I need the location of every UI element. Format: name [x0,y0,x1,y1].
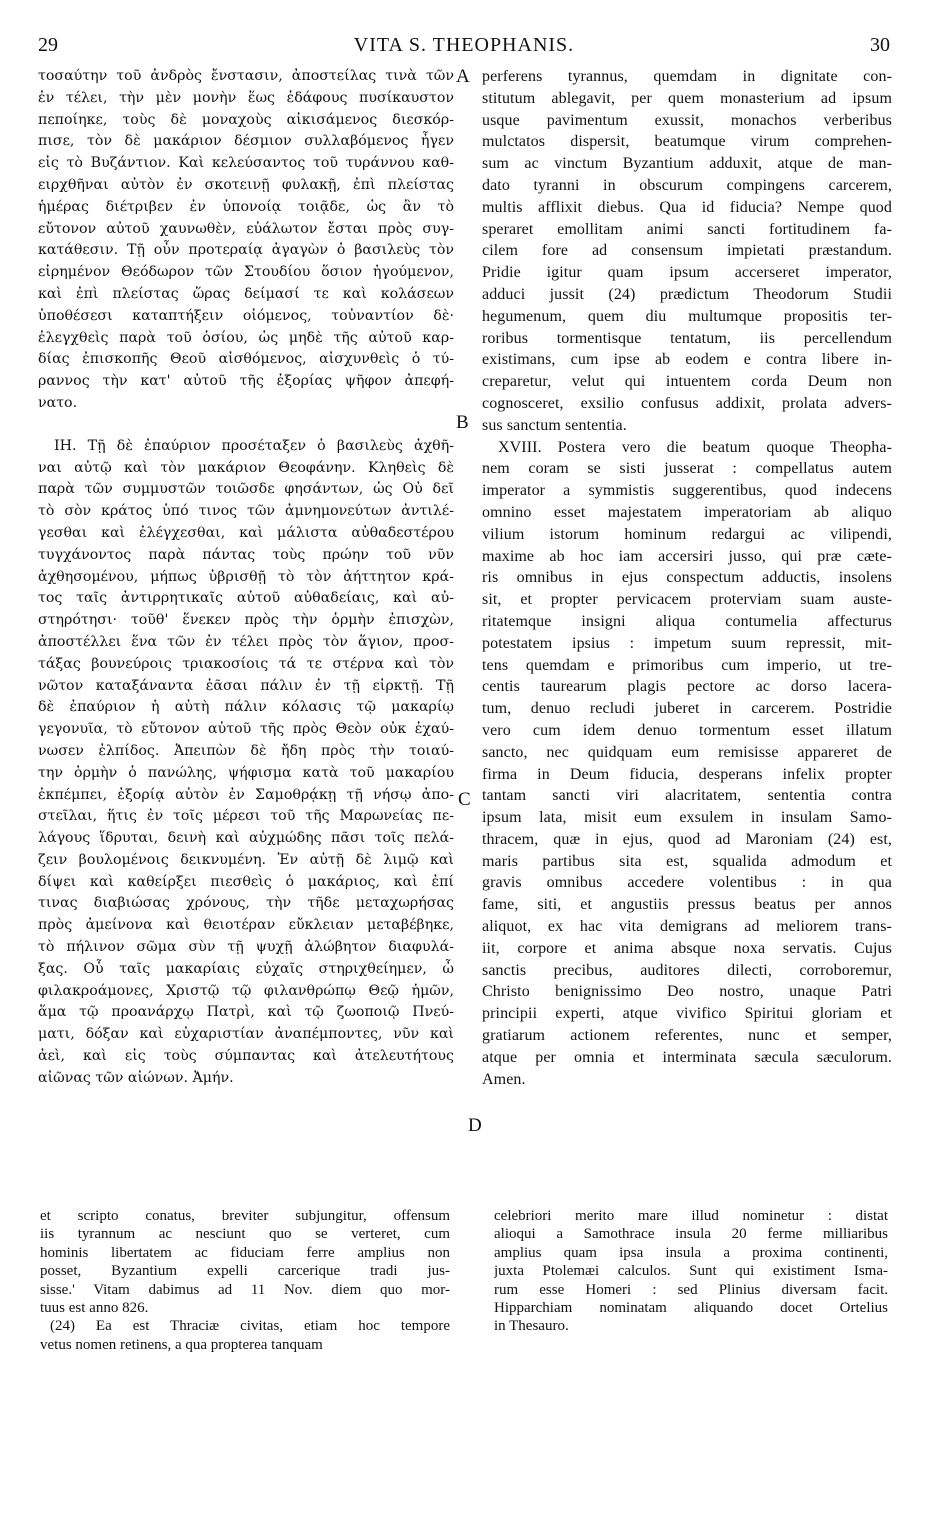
text-line: tum, denuo recludi juberet in carcerem. Postridie [482,700,892,718]
text-line: imperator a symmistis suggerentibus, quod indecens [482,482,892,500]
text-line: rum esse Homeri : sed Plinius diversam facit. [494,1281,888,1298]
text-line: maxime ab hoc iam accersiri jusso, qui præ cæte- [482,547,892,565]
text-line: nem coram se sisti jusserat : compellatus autem [482,460,892,478]
text-line: ris omnibus in ejus conspectum adductis, insolens [482,569,892,587]
text-line: iit, corpore et anima absque noxa servatis. Cujus [482,939,892,957]
text-line: tens quemdam e primoribus cum imperio, ut tre- [482,656,892,674]
text-line: εἰρημένον Θεόδωρον τῶν Στουδίου ὅσιον ἡγούμενον, [38,264,454,281]
text-line: ξας. Οὗ ταῖς μακαρίαις εὐχαῖς στηριχθείημεν, ὦ [38,960,454,977]
text-line: gravis omnibus accedere volentibus : in qua [482,874,892,892]
text-line: τάξας βουνεύροις τριακοσίοις τά τε στέρνα καὶ τὸν [38,655,454,672]
text-line: adduci jussit (24) prædictum Theodorum Studii [482,285,892,303]
section-marker-c: C [458,789,471,810]
text-line: νατο. [38,394,78,411]
text-line: sum ac vinctum Byzantium adduxit, atque de man- [482,155,892,173]
text-line: alioqui a Samothrace insula 20 ferme milliaribus [494,1226,888,1243]
text-line: τος ταῖς ἀντιρρητικαῖς αὐτοῦ αὐθαδείαις, καὶ αὐ- [38,590,454,607]
text-line: ipsum lata, misit eum exsulem in insulam Samo- [482,809,892,827]
text-line: δίας ἐπισκοπῆς Θεοῦ αἰσθόμενος, αἰσχυνθεὶς ὁ τύ- [38,351,454,368]
greek-text-column [38,66,454,1090]
text-line: ἐν τέλει, τὴν μὲν μονὴν ἕως ἐδάφους πυσίκαυστον [38,89,454,106]
text-line: vero cum idem denuo tormentum esset illatum [482,721,892,739]
text-line: omnino esset majestatem imperatoriam ab aliquo [482,503,892,521]
text-line: τινας διαβιώσας χρόνους, τὴν τῆδε μεταχωρήσας [38,895,454,912]
paragraph-gap [38,415,454,436]
text-line: gratiarum actionem referentes, nunc et semper, [482,1027,892,1045]
text-line: sus sanctum sententia. [482,416,627,434]
text-line: posset, Byzantium expelli carcerique tradi jus- [40,1263,450,1280]
text-line: centis taurearum plagis pectore ac dorso lacera- [482,678,892,696]
text-line: νῶτον καταξάναντα ἐᾶσαι πάλιν ἐν τῇ εἱρκτῇ. Τῇ [38,677,454,694]
text-line: celebriori merito mare illud nominetur : distat [494,1208,888,1224]
text-line: cognosceret, exsilio confusus addixit, prolata advers- [482,394,892,412]
text-line: δὲ ἐπαύριον ἡ αὐτὴ πάλιν κόλασις τῷ μακαρίῳ [38,699,454,716]
text-line: παρὰ τῶν συμμυστῶν τοιῶσδε φησάντων, ὡς Οὐ δεῖ [38,481,454,498]
text-line: ἀχθησομένου, μήπως ὑβρισθῇ τὸ τὸν ἀήττητον κρά- [38,568,454,585]
text-line: sanctis precibus, auditores dilecti, corroboremur, [482,961,892,979]
text-line: ματι, δόξαν καὶ εὐχαριστίαν ἀναπέμποντες, νῦν καὶ [38,1026,454,1043]
text-line: hegumenum, quem diu multumque propositis ter- [482,307,892,325]
text-line: ναι αὐτῷ καὶ τὸν μακάριον Θεοφάνην. Κληθεὶς δὲ [38,459,454,476]
text-line: firma in Deum fiducia, desperans infelix propter [482,765,892,783]
running-title: VITA S. THEOPHANIS. [353,34,575,56]
text-line: Pridie igitur quam ipsum accerseret imperator, [482,264,892,282]
text-line: στεῖλαι, ἥτις ἐν τοῖς μέρεσι τοῦ τῆς Μαρωνείας πε- [38,808,454,825]
text-line: fame, siti, et angustiis pressus beatus per annos [482,896,892,914]
latin-paragraph [482,437,892,1091]
footnotes-right [494,1207,888,1336]
text-line: multis afflixit diebus. Qua id fiducia? Nempe quod [482,198,892,216]
text-line: speraret emollitam animi sancti fortitudinem fa- [482,220,892,238]
text-line: νωσεν ἐλπίδος. Ἀπειπὼν δὲ ἤδη πρὸς τὴν τοιαύ- [38,742,454,759]
text-line: τοσαύτην τοῦ ἀνδρὸς ἔνστασιν, ἀποστείλας τινὰ τῶν [38,68,454,84]
text-line: in Thesauro. [494,1318,569,1335]
text-line: δίψει καὶ καθείρξει πιεσθεὶς ὁ μακάριος, καὶ ἐπί [38,873,454,890]
text-line: γεσθαι καὶ ἐλέγχεσθαι, καὶ μάλιστα αὐθαδεστέρου [38,524,454,541]
text-line: Amen. [482,1070,526,1088]
text-line: εἰς τὸ Βυζάντιον. Καὶ κελεύσαντος τοῦ τυράννου καθ- [38,155,454,172]
section-marker-b: B [456,412,469,433]
text-line: roribus tormentisque tentatum, iis percellendum [482,329,892,347]
text-line: maris partibus sita est, squalida admodum et [482,852,892,870]
page-number-left: 29 [38,34,58,56]
text-line: την ὁρμὴν ὁ πανώλης, ψήφισμα κατὰ τοῦ μακαρίου [38,764,454,781]
running-header [38,34,890,58]
text-line: amplius quam ipsa insula a proxima continenti, [494,1244,888,1261]
text-line: et scripto conatus, breviter subjungitur, offensum [40,1208,450,1224]
text-line: (24) Ea est Thraciæ civitas, etiam hoc tempore [50,1318,450,1335]
text-line: ἀεὶ, καὶ εἰς τοὺς σύμπαντας καὶ ἀτελευτήτους [38,1048,454,1065]
text-line: ὑποθέσεσι καταπτήξειν οἰόμενος, τοὐναντίον δὲ· [38,307,454,324]
text-line: mulctatos dispersit, beatumque virum comprehen- [482,133,892,151]
text-line: tantam sancti viri alacritatem, sententia contra [482,787,892,805]
text-line: Christo benignissimo Deo nostro, unaque Patri [482,983,892,1001]
text-line: vetus nomen retinens, a qua propterea tanquam [40,1336,323,1353]
text-line: dato tyranni in obscurum compingens carcerem, [482,176,892,194]
section-marker-a: A [456,66,470,87]
text-line: καὶ ἐπὶ πλείστας ὥρας δείμασί τε καὶ κολάσεων [38,285,454,302]
text-line: ΙΗ. Τῇ δὲ ἐπαύριον προσέταξεν ὁ βασιλεὺς ἀχθῆ- [54,437,454,454]
text-line: creparetur, velut qui intuentem corda Deum non [482,373,892,391]
text-line: sancto, nec quidquam eum remisisse appareret de [482,743,892,761]
text-line: ἐλεγχθεὶς παρὰ τοῦ ὁσίου, ὡς μηδὲ τῆς αὐτοῦ καρ- [38,329,454,346]
text-line: Hipparchiam nominatam aliquando docet Ortelius [494,1300,888,1317]
text-line: sisse.' Vitam dabimus ad 11 Nov. diem quo mor- [40,1281,450,1298]
text-line: κατάθεσιν. Τῇ οὖν προτεραίᾳ ἀγαγὼν ὁ βασιλεὺς τὸν [38,242,454,259]
latin-text-column [482,66,892,1090]
footnotes-left [40,1207,450,1354]
text-line: ἐκπέμπει, ἐξορίᾳ αὐτὸν ἐν Σαμοθρᾴκῃ τῇ νήσῳ ἀπο- [38,786,454,803]
text-line: hominis libertatem ac fiduciam ferre amplius non [40,1244,450,1261]
text-line: πεποίηκε, τοὺς δὲ μοναχοὺς αἰκισάμενος διεσκόρ- [38,111,454,128]
text-line: usque pavimentum exussit, monachos verberibus [482,111,892,129]
text-line: tuus est anno 826. [40,1300,149,1317]
text-line: ζειν βουλομένοις δεικνυμένη. Ἐν αὐτῇ δὲ λιμῷ καὶ [38,851,454,868]
text-line: τυγχάνοντος παρὰ πάντας τοὺς πρώην τοῦ νῦν [38,546,454,563]
text-line: iis tyrannum ac nesciunt quo se verteret, cum [40,1226,450,1243]
text-line: πισε, τὸν δὲ μακάριον δέσμιον συλλαβόμενος ἦγεν [38,133,454,150]
text-line: thracem, quæ in ejus, quod ad Maroniam (24) est, [482,830,892,848]
greek-paragraph [38,66,454,415]
text-line: γεγονυῖα, τὸ εὔτονον αὐτοῦ τῆς πρὸς Θεὸν οὐκ ἐχαύ- [38,721,454,738]
page-number-right: 30 [870,34,890,56]
text-line: ritatemque insigni aliqua contumelia affecturus [482,612,892,630]
section-marker-d: D [468,1115,482,1136]
text-line: ραννος τὴν κατ' αὐτοῦ τῆς ἐξορίας ψῆφον ἀπεφή- [38,373,454,390]
text-line: εὔτονον αὐτοῦ χαυνωθὲν, εὐάλωτον ἔσται πρὸς συγ- [38,220,454,237]
text-line: existimans, cum ipse ab eodem e contra libere in- [482,351,892,369]
text-line: cilem fore ad consensum impietati præstandum. [482,242,892,260]
text-line: vilium istorum hominum redargui ac vilipendi, [482,525,892,543]
text-line: ἀποστέλλει ἕνα τῶν ἐν τέλει πρὸς τὸν ἅγιον, προσ- [38,633,454,650]
text-line: φιλακροάμονες, Χριστῷ τῷ φιλανθρώπῳ Θεῷ ἡμῶν, [38,982,454,999]
greek-paragraph [38,436,454,1090]
latin-paragraph [482,66,892,437]
text-line: juxta Ptolemæi calculos. Sunt qui existiment Isma- [494,1263,888,1280]
text-line: ἅμα τῷ προανάρχῳ Πατρὶ, καὶ τῷ ζωοποιῷ Πνεύ- [38,1004,454,1021]
text-line: principii experti, atque vivifico Spiritui gloriam et [482,1005,892,1023]
text-line: τὸ πήλινον σῶμα σὺν τῇ ψυχῇ ἀλώβητον διαφυλά- [38,939,454,956]
text-line: aliquot, ex hac vita demigrans ad meliorem trans- [482,918,892,936]
text-line: potestatem ipsius : impetum suum repressit, mit- [482,634,892,652]
text-line: sit, et propter pervicacem proterviam suam auste- [482,591,892,609]
text-line: πρὸς ἀμείνονα καὶ θειοτέραν εὔκλειαν μεταβέβηκε, [38,917,454,934]
text-line: stitutum ablegavit, per quem monasterium ad ipsum [482,89,892,107]
text-line: perferens tyrannus, quemdam in dignitate con- [482,68,892,85]
text-line: αἰῶνας τῶν αἰώνων. Ἀμήν. [38,1069,234,1086]
text-line: στηρότησι· τοῦθ' ἕνεκεν πρὸς τὴν ὁρμὴν ἐπισχὼν, [38,612,454,629]
text-line: atque per omnia et interminata sæcula sæculorum. [482,1048,892,1066]
text-line: ἡμέρας διέτριβεν ἐν ὑπονοίᾳ τοιᾷδε, ὡς ἂν τὸ [38,198,454,215]
text-line: λάγους ἵδρυται, δεινὴ καὶ αὐχμώδης πᾶσι τοῖς πελά- [38,830,454,847]
text-line: τὸ σὸν κράτος ὑπό τινος τῶν ἀμνημονεύτων ἀντιλέ- [38,503,454,520]
text-line: XVIII. Postera vero die beatum quoque Theopha- [498,438,892,456]
text-line: ειρχθῆναι αὐτὸν ἐν σκοτεινῇ φυλακῇ, ἐπὶ πλείστας [38,176,454,193]
